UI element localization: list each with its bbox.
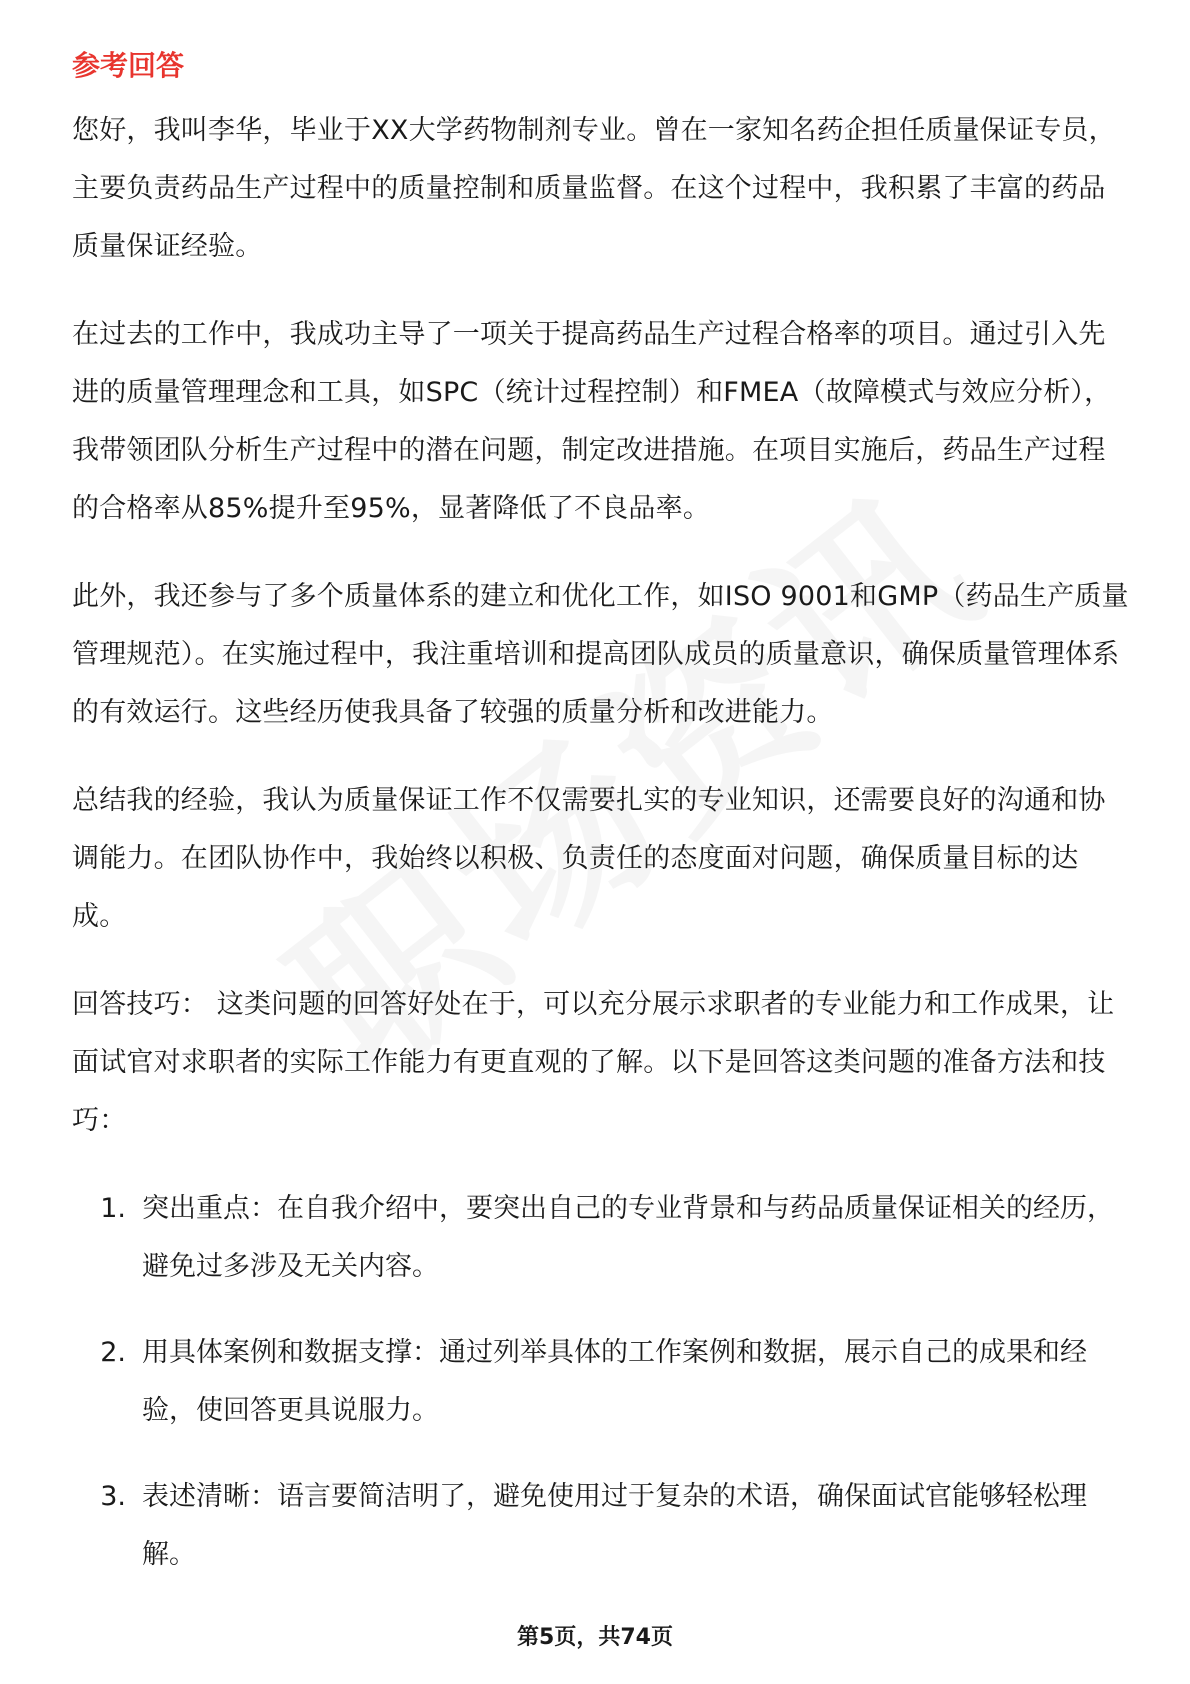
page-footer: 第5页，共74页 xyxy=(517,1625,673,1650)
section-title: 参考回答 xyxy=(72,49,185,82)
list-number: 3. xyxy=(100,1481,126,1512)
list-number: 2. xyxy=(100,1337,126,1368)
list-item xyxy=(72,1468,1132,1584)
list-text: 用具体案例和数据支撑：通过列举具体的工作案例和数据，展示自己的成果和经验，使回答更具说服力。 xyxy=(142,1337,1087,1426)
paragraph-summary: 总结我的经验，我认为质量保证工作不仅需要扎实的专业知识，还需要良好的沟通和协调能力。在团队协作中，我始终以积极、负责任的态度面对问题，确保质量目标的达成。 xyxy=(72,785,1106,932)
paragraph-intro: 您好，我叫李华，毕业于XX大学药物制剂专业。曾在一家知名药企担任质量保证专员，主要负责药品生产过程中的质量控制和质量监督。在这个过程中，我积累了丰富的药品质量保证经验。 xyxy=(72,115,1116,262)
list-text: 表述清晰：语言要简洁明了，避免使用过于复杂的术语，确保面试官能够轻松理解。 xyxy=(142,1481,1087,1570)
paragraph-tips: 回答技巧： 这类问题的回答好处在于，可以充分展示求职者的专业能力和工作成果，让面试官对求职者的实际工作能力有更直观的了解。以下是回答这类问题的准备方法和技巧： xyxy=(72,989,1115,1136)
list-item xyxy=(72,1180,1132,1296)
list-text: 突出重点：在自我介绍中，要突出自己的专业背景和与药品质量保证相关的经历，避免过多涉及无关内容。 xyxy=(142,1193,1114,1282)
tips-list xyxy=(72,1180,1132,1584)
list-number: 1. xyxy=(100,1193,126,1224)
paragraph-quality-system: 此外，我还参与了多个质量体系的建立和优化工作，如ISO 9001和GMP（药品生产质量管理规范）。在实施过程中，我注重培训和提高团队成员的质量意识，确保质量管理体系的有效运行。这些经历使我具备了较强的质量分析和改进能力。 xyxy=(72,581,1129,728)
paragraph-project: 在过去的工作中，我成功主导了一项关于提高药品生产过程合格率的项目。通过引入先进的质量管理理念和工具，如SPC（统计过程控制）和FMEA（故障模式与效应分析），我带领团队分析生产过程中的潜在问题，制定改进措施。在项目实施后，药品生产过程的合格率从85%提升至95%，显著降低了不良品率。 xyxy=(72,319,1112,524)
list-item xyxy=(72,1324,1132,1440)
document-page xyxy=(72,46,1132,1612)
